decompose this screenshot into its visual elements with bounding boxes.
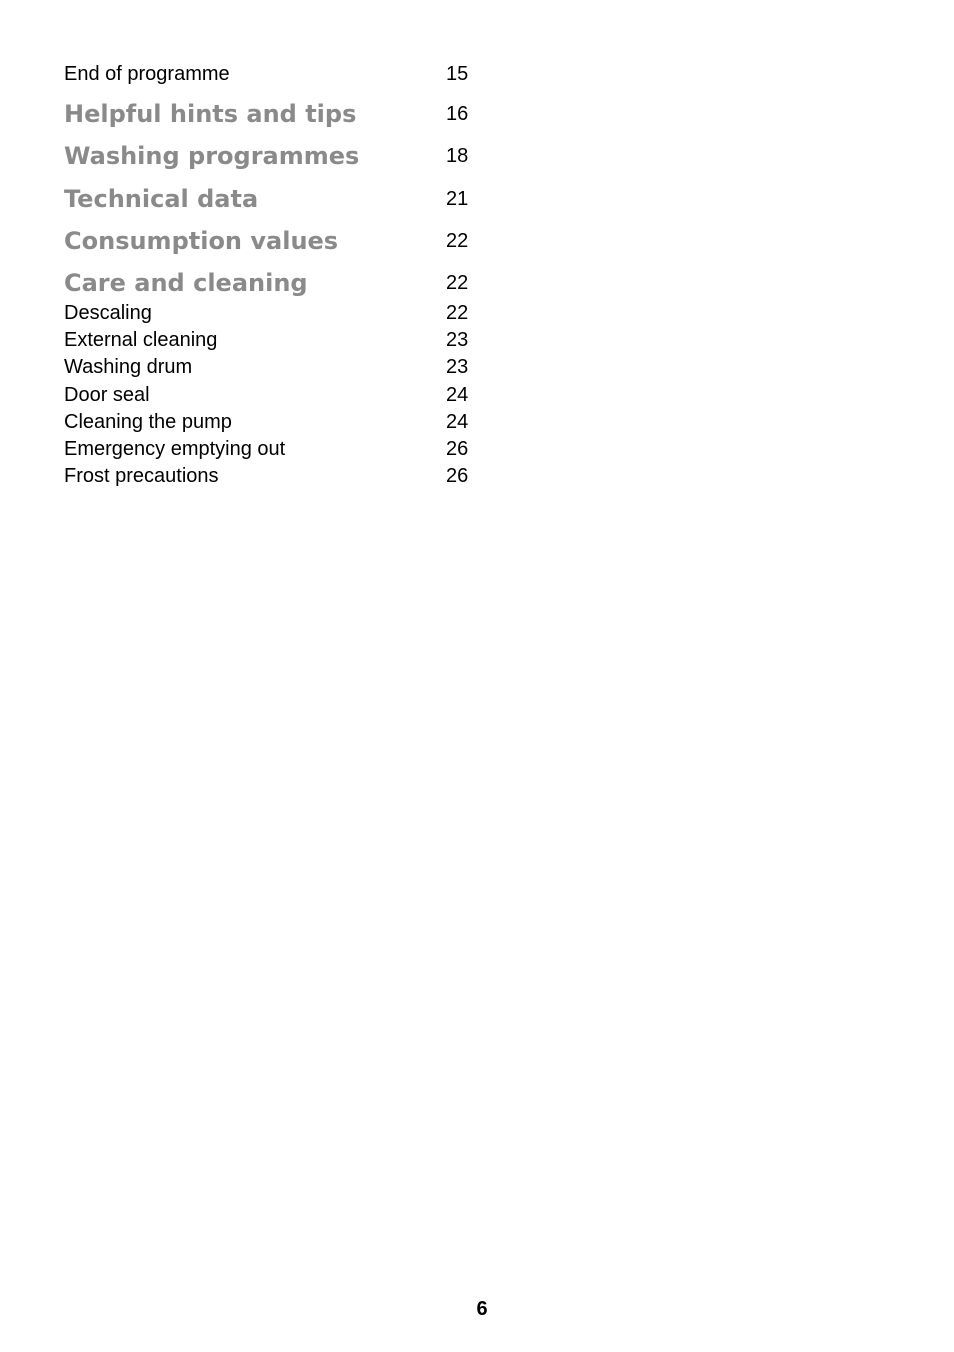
toc-heading-washing-programmes <box>64 142 484 172</box>
toc-entry-end-of-programme <box>64 60 484 90</box>
toc-heading-title: Technical data <box>64 185 259 213</box>
toc-heading-helpful-hints <box>64 100 484 130</box>
toc-entry-descaling <box>64 299 484 329</box>
toc-entry-title: Cleaning the pump <box>64 411 232 433</box>
toc-entry-title: End of programme <box>64 63 230 85</box>
toc-entry-cleaning-the-pump <box>64 408 484 438</box>
toc-entry-page: 22 <box>446 272 469 294</box>
toc-entry-title: Emergency emptying out <box>64 438 286 460</box>
toc-heading-consumption-values <box>64 227 484 257</box>
toc-entry-page: 16 <box>446 103 469 125</box>
toc-heading-title: Helpful hints and tips <box>64 100 357 128</box>
toc-entry-title: Washing drum <box>64 356 193 378</box>
toc-entry-title: Door seal <box>64 384 150 406</box>
toc-entry-page: 22 <box>446 302 469 324</box>
toc-entry-page: 24 <box>446 411 469 433</box>
toc-heading-title: Consumption values <box>64 227 339 255</box>
toc-entry-title: Frost precautions <box>64 465 219 487</box>
toc-heading-title: Washing programmes <box>64 142 360 170</box>
page-number: 6 <box>476 1298 488 1320</box>
toc-entry-title: Descaling <box>64 302 152 324</box>
toc-entry-page: 22 <box>446 230 469 252</box>
toc-entry-page: 26 <box>446 438 469 460</box>
toc-heading-care-and-cleaning <box>64 269 484 299</box>
toc-entry-title: External cleaning <box>64 329 218 351</box>
toc-entry-page: 21 <box>446 188 469 210</box>
toc-entry-page: 15 <box>446 63 469 85</box>
toc-heading-title: Care and cleaning <box>64 269 308 297</box>
toc-entry-frost-precautions <box>64 462 484 492</box>
toc-entry-page: 23 <box>446 356 469 378</box>
toc-heading-technical-data <box>64 185 484 215</box>
toc-entry-page: 18 <box>446 145 469 167</box>
toc-entry-external-cleaning <box>64 326 484 356</box>
toc-entry-page: 24 <box>446 384 469 406</box>
toc-entry-washing-drum <box>64 353 484 383</box>
toc-entry-page: 26 <box>446 465 469 487</box>
toc-entry-emergency-emptying-out <box>64 435 484 465</box>
toc-entry-door-seal <box>64 381 484 411</box>
toc-entry-page: 23 <box>446 329 469 351</box>
